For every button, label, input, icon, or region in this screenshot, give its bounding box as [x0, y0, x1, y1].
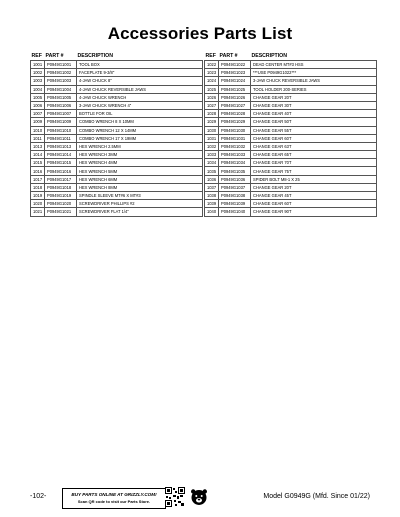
header-part: PART # — [219, 53, 238, 59]
description-cell: HEX WRENCH 4MM — [77, 159, 203, 167]
description-cell: CHANGE GEAR 60T — [251, 134, 377, 142]
description-cell: ***USE P0949G1022*** — [251, 69, 377, 77]
ref-cell: 1003 — [31, 77, 45, 85]
description-cell: HEX WRENCH 6MM — [77, 175, 203, 183]
description-cell: 4-JAW CHUCK 8" — [77, 77, 203, 85]
promo-subline: Scan QR code to visit our Parts Store. — [77, 499, 151, 504]
part-number-cell: P0949G1037 — [219, 183, 251, 191]
part-number-cell: P0949G1030 — [219, 126, 251, 134]
description-cell: DEAD CENTER MT#3 HSS — [251, 61, 377, 69]
description-cell: CHANGE GEAR 63T — [251, 142, 377, 150]
table-row — [31, 200, 203, 208]
description-cell: TOOL HOLDER 200-SERIES — [251, 85, 377, 93]
ref-cell: 1021 — [31, 208, 45, 216]
promo-headline: BUY PARTS ONLINE AT GRIZZLY.COM! — [71, 492, 157, 497]
page-number: -102- — [30, 493, 47, 500]
ref-cell: 1014 — [31, 151, 45, 159]
description-cell: 4-JAW CHUCK WRENCH — [77, 93, 203, 101]
part-number-cell: P0949G1016 — [45, 167, 77, 175]
header-description: DESCRIPTION — [77, 53, 113, 59]
ref-cell: 1024 — [205, 77, 219, 85]
description-cell: HEX WRENCH 3MM — [77, 151, 203, 159]
description-cell: COMBO WRENCH 8 X 10MM — [77, 118, 203, 126]
table-row — [205, 175, 377, 183]
table-row — [31, 175, 203, 183]
part-number-cell: P0949G1014 — [45, 151, 77, 159]
description-cell: SPIDER BOLT M8-1 X 25 — [251, 175, 377, 183]
table-row — [31, 183, 203, 191]
table-row — [205, 167, 377, 175]
ref-cell: 1022 — [205, 61, 219, 69]
ref-cell: 1018 — [31, 183, 45, 191]
ref-cell: 1031 — [205, 134, 219, 142]
ref-cell: 1006 — [31, 101, 45, 109]
table-row — [31, 192, 203, 200]
ref-cell: 1035 — [205, 167, 219, 175]
part-number-cell: P0949G1023 — [219, 69, 251, 77]
table-row — [205, 61, 377, 69]
part-number-cell: P0949G1018 — [45, 183, 77, 191]
part-number-cell: P0949G1010 — [45, 126, 77, 134]
part-number-cell: P0949G1031 — [219, 134, 251, 142]
table-row — [31, 69, 203, 77]
ref-cell: 1027 — [205, 101, 219, 109]
part-number-cell: P0949G1005 — [45, 93, 77, 101]
description-cell: FACEPLATE 9-3/8" — [77, 69, 203, 77]
table-row — [205, 192, 377, 200]
table-row — [31, 159, 203, 167]
grizzly-bear-logo-icon — [190, 488, 208, 506]
description-cell: 3-JAW CHUCK REVERSIBLE JAWS — [251, 77, 377, 85]
table-row — [31, 167, 203, 175]
part-number-cell: P0949G1033 — [219, 151, 251, 159]
parts-table-right — [204, 52, 377, 217]
parts-promo-box — [62, 488, 166, 509]
description-cell: HEX WRENCH 8MM — [77, 183, 203, 191]
description-cell: SCREWDRIVER PHILLIPS #2 — [77, 200, 203, 208]
ref-cell: 1023 — [205, 69, 219, 77]
part-number-cell: P0949G1001 — [45, 61, 77, 69]
part-number-cell: P0949G1004 — [45, 85, 77, 93]
part-number-cell: P0949G1007 — [45, 110, 77, 118]
ref-cell: 1019 — [31, 192, 45, 200]
description-cell: SCREWDRIVER FLAT 1/4" — [77, 208, 203, 216]
description-cell: BOTTLE FOR OIL — [77, 110, 203, 118]
part-number-cell: P0949G1006 — [45, 101, 77, 109]
table-row — [205, 142, 377, 150]
ref-cell: 1038 — [205, 192, 219, 200]
table-row — [205, 208, 377, 216]
ref-cell: 1009 — [31, 118, 45, 126]
header-ref: REF — [31, 53, 42, 59]
part-number-cell: P0949G1029 — [219, 118, 251, 126]
ref-cell: 1036 — [205, 175, 219, 183]
part-number-cell: P0949G1036 — [219, 175, 251, 183]
part-number-cell: P0949G1015 — [45, 159, 77, 167]
ref-cell: 1016 — [31, 167, 45, 175]
description-cell: CHANGE GEAR 20T — [251, 183, 377, 191]
ref-cell: 1017 — [31, 175, 45, 183]
ref-cell: 1007 — [31, 110, 45, 118]
ref-cell: 1026 — [205, 93, 219, 101]
part-number-cell: P0949G1003 — [45, 77, 77, 85]
part-number-cell: P0949G1032 — [219, 142, 251, 150]
table-row — [205, 118, 377, 126]
description-cell: CHANGE GEAR 60T — [251, 200, 377, 208]
description-cell: CHANGE GEAR 40T — [251, 110, 377, 118]
description-cell: 4-JAW CHUCK REVERSIBLE JAWS — [77, 85, 203, 93]
description-cell: CHANGE GEAR 90T — [251, 208, 377, 216]
table-row — [205, 126, 377, 134]
ref-cell: 1011 — [31, 134, 45, 142]
ref-cell: 1025 — [205, 85, 219, 93]
ref-cell: 1010 — [31, 126, 45, 134]
part-number-cell: P0949G1009 — [45, 118, 77, 126]
table-row — [31, 126, 203, 134]
table-row — [31, 151, 203, 159]
ref-cell: 1028 — [205, 110, 219, 118]
ref-cell: 1033 — [205, 151, 219, 159]
ref-cell: 1034 — [205, 159, 219, 167]
table-row — [31, 118, 203, 126]
description-cell: CHANGE GEAR 45T — [251, 192, 377, 200]
table-row — [205, 200, 377, 208]
ref-cell: 1001 — [31, 61, 45, 69]
part-number-cell: P0949G1025 — [219, 85, 251, 93]
ref-cell: 1030 — [205, 126, 219, 134]
ref-cell: 1004 — [31, 85, 45, 93]
qr-code-icon[interactable] — [165, 487, 185, 507]
table-row — [31, 61, 203, 69]
table-row — [31, 208, 203, 216]
ref-cell: 1015 — [31, 159, 45, 167]
table-row — [31, 85, 203, 93]
ref-cell: 1002 — [31, 69, 45, 77]
part-number-cell: P0949G1040 — [219, 208, 251, 216]
description-cell: COMBO WRENCH 12 X 14MM — [77, 126, 203, 134]
table-row — [205, 183, 377, 191]
ref-cell: 1005 — [31, 93, 45, 101]
part-number-cell: P0949G1017 — [45, 175, 77, 183]
description-cell: TOOL BOX — [77, 61, 203, 69]
page-title: Accessories Parts List — [107, 24, 293, 43]
description-cell: CHANGE GEAR 55T — [251, 126, 377, 134]
part-number-cell: P0949G1013 — [45, 142, 77, 150]
description-cell: SPINDLE SLEEVE MT#6 X MT#3 — [77, 192, 203, 200]
part-number-cell: P0949G1035 — [219, 167, 251, 175]
part-number-cell: P0949G1019 — [45, 192, 77, 200]
ref-cell: 1037 — [205, 183, 219, 191]
description-cell: HEX WRENCH 2.5MM — [77, 142, 203, 150]
table-row — [205, 69, 377, 77]
description-cell: HEX WRENCH 5MM — [77, 167, 203, 175]
header-part: PART # — [45, 53, 64, 59]
table-row — [31, 101, 203, 109]
header-description: DESCRIPTION — [251, 53, 287, 59]
ref-cell: 1040 — [205, 208, 219, 216]
table-row — [205, 134, 377, 142]
model-label: Model G0949G (Mfd. Since 01/22) — [263, 493, 370, 500]
part-number-cell: P0949G1011 — [45, 134, 77, 142]
ref-cell: 1029 — [205, 118, 219, 126]
part-number-cell: P0949G1021 — [45, 208, 77, 216]
description-cell: CHANGE GEAR 50T — [251, 118, 377, 126]
table-row — [205, 110, 377, 118]
header-ref: REF — [205, 53, 216, 59]
ref-cell: 1020 — [31, 200, 45, 208]
description-cell: 3-JAW CHUCK WRENCH 4" — [77, 101, 203, 109]
description-cell: CHANGE GEAR 30T — [251, 101, 377, 109]
part-number-cell: P0949G1027 — [219, 101, 251, 109]
description-cell: CHANGE GEAR 75T — [251, 167, 377, 175]
part-number-cell: P0949G1039 — [219, 200, 251, 208]
table-row — [31, 93, 203, 101]
part-number-cell: P0949G1020 — [45, 200, 77, 208]
ref-cell: 1013 — [31, 142, 45, 150]
description-cell: CHANGE GEAR 65T — [251, 151, 377, 159]
part-number-cell: P0949G1024 — [219, 77, 251, 85]
table-row — [205, 93, 377, 101]
part-number-cell: P0949G1022 — [219, 61, 251, 69]
table-row — [205, 159, 377, 167]
table-row — [205, 151, 377, 159]
part-number-cell: P0949G1002 — [45, 69, 77, 77]
description-cell: CHANGE GEAR 70T — [251, 159, 377, 167]
table-row — [31, 134, 203, 142]
ref-cell: 1039 — [205, 200, 219, 208]
part-number-cell: P0949G1026 — [219, 93, 251, 101]
table-row — [31, 77, 203, 85]
ref-cell: 1032 — [205, 142, 219, 150]
table-row — [31, 142, 203, 150]
part-number-cell: P0949G1034 — [219, 159, 251, 167]
description-cell: COMBO WRENCH 17 X 19MM — [77, 134, 203, 142]
table-row — [31, 110, 203, 118]
table-row — [205, 77, 377, 85]
part-number-cell: P0949G1028 — [219, 110, 251, 118]
table-row — [205, 85, 377, 93]
part-number-cell: P0949G1038 — [219, 192, 251, 200]
parts-table-left — [30, 52, 203, 217]
table-row — [205, 101, 377, 109]
description-cell: CHANGE GEAR 20T — [251, 93, 377, 101]
